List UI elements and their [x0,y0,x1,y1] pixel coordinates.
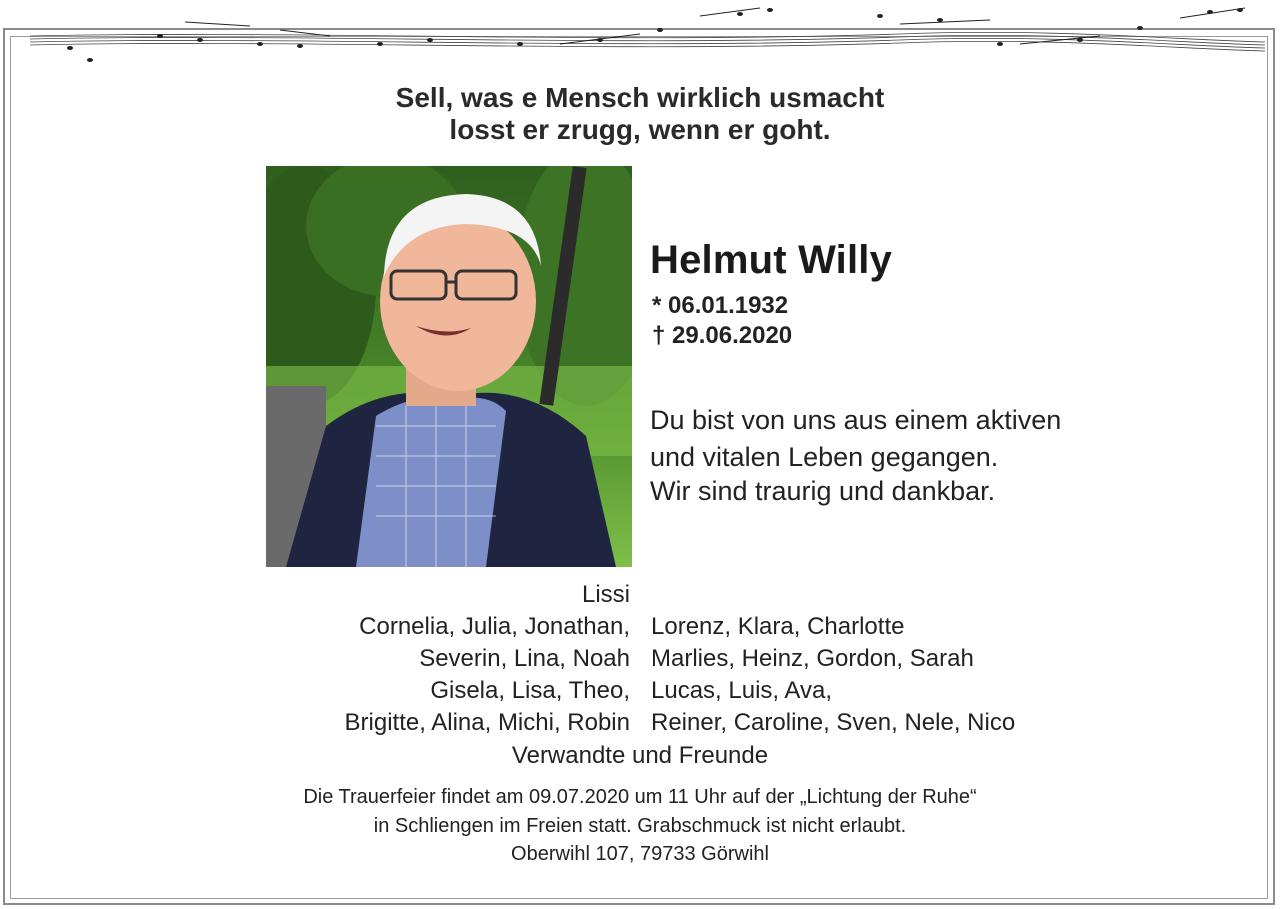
mourner-left-2: Cornelia, Julia, Jonathan, [359,613,630,640]
motto-line-2: losst er zrugg, wenn er goht. [449,114,831,145]
mourner-left-3: Severin, Lina, Noah [419,645,630,672]
portrait-photo [266,166,632,567]
notice-line-1: Die Trauerfeier findet am 09.07.2020 um 11 Uhr auf der „Lichtung der Ruhe“ [303,786,977,808]
birth-date: * 06.01.1932 [652,292,789,319]
notice-address: Oberwihl 107, 79733 Görwihl [511,843,769,865]
mourner-left-5: Brigitte, Alina, Michi, Robin [344,709,630,736]
quote-line-2: und vitalen Leben gegangen. [650,442,999,472]
notice-line-2: in Schliengen im Freien statt. Grabschmuck ist nicht erlaubt. [373,815,907,837]
death-date: † 29.06.2020 [652,322,793,349]
mourner-left-4: Gisela, Lisa, Theo, [430,677,630,704]
quote-line-3: Wir sind traurig und dankbar. [650,476,996,506]
quote-line-1: Du bist von uns aus einem aktiven [650,405,1062,435]
music-staff-decoration [0,0,1280,70]
mourner-right-2: Marlies, Heinz, Gordon, Sarah [651,645,974,672]
deceased-name: Helmut Willy [650,238,893,282]
mourner-left-1: Lissi [581,581,630,608]
relatives-line: Verwandte und Freunde [511,742,769,769]
mourner-right-4: Reiner, Caroline, Sven, Nele, Nico [651,709,1016,736]
motto-line-1: Sell, was e Mensch wirklich usmacht [395,82,885,113]
mourner-right-3: Lucas, Luis, Ava, [651,677,833,704]
mourner-right-1: Lorenz, Klara, Charlotte [651,613,905,640]
